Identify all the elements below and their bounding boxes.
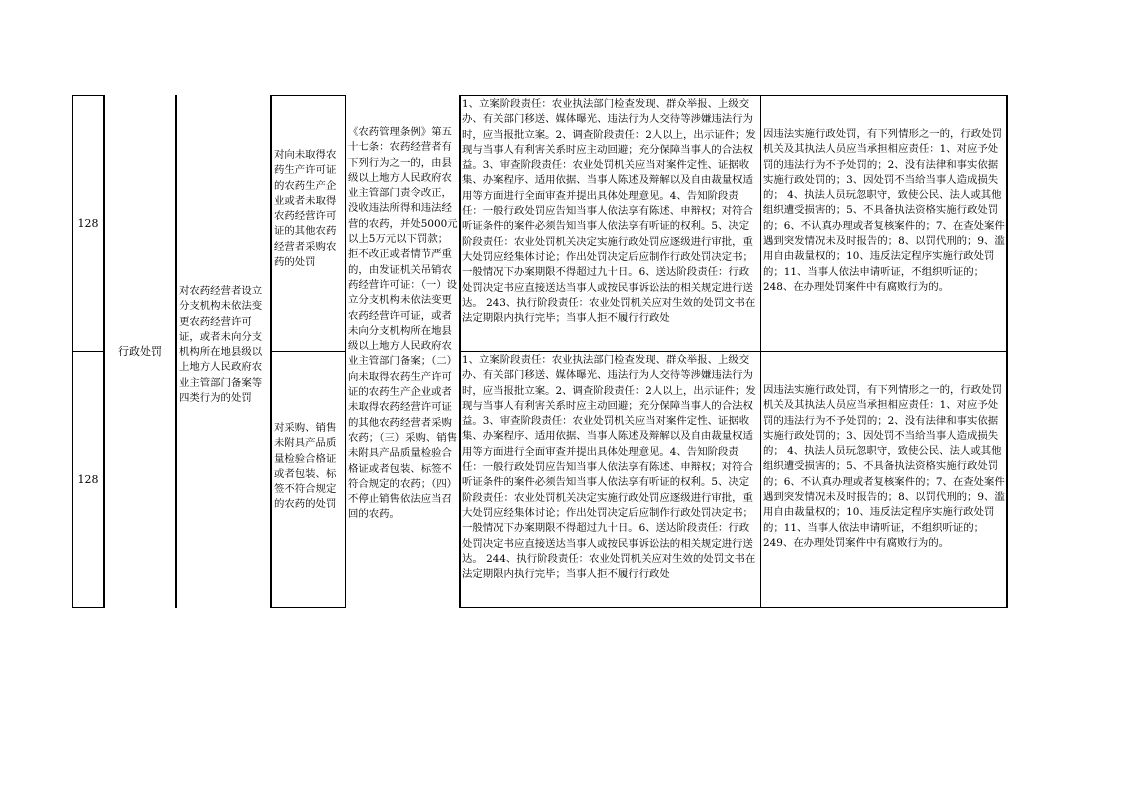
grid-line (270, 607, 346, 608)
grid-line (459, 351, 1008, 352)
grid-line (459, 607, 1008, 608)
grid-line (270, 351, 346, 352)
item-cell: 对采购、销售未附具产品质量检验合格证或者包装、标签不符合规定的农药的处罚 (274, 422, 337, 511)
basis-cell: 《农药管理条例》第五十七条：农药经营者有下列行为之一的，由县级以上地方人民政府农业主管部门责令改正，没收违法所得和违法经营的农药，并处5000元以上5万元以下罚款；拒不改正或者情节严重的，由发证机关吊销农药经营许可证：（一）设立分支机构未依法变更农药经营许可证，或者未向分支机构所在地县级以上地方人民政府农业主管部门备案；（二）向未取得农药生产许可证的农药生产企业或者未取得农药经营许可证的其他农药经营者采购农药；（三）采购、销售未附具产品质量检验合格证或者包装、标签不符合规定的农药；（四）不停止销售依法应当召回的农药。 (348, 126, 458, 521)
grid-line (175, 95, 177, 608)
procedure-cell: 1、立案阶段责任：农业执法部门检查发现、群众举报、上级交办、有关部门移送、媒体曝光、违法行为人交待等涉嫌违法行为时，应当报批立案。2、调查阶段责任：2人以上，出示证件；发现与当事人有利害关系时应主动回避；充分保障当事人的合法权益。3、审查阶段责任：农业处罚机关应当对案件定性、证据收集、办案程序、适用依据、当事人陈述及辩解以及自由裁量权适用等方面进行全面审查并提出具体处理意见。4、告知阶段责任：一般行政处罚应告知当事人依法享有陈述、申辩权；对符合听证条件的案件必须告知当事人依法享有听证的权利。5、决定阶段责任：农业处罚机关决定实施行政处罚应逐级进行审批，重大处罚应经集体讨论；作出处罚决定后应制作行政处罚决定书；一般情况下办案期限不得超过九十日。6、送达阶段责任：行政处罚决定书应直接送达当事人或按民事诉讼法的相关规定进行送达。 243、执行阶段责任：农业处罚机关应对生效的处罚文书在法定期限内执行完毕；当事人拒不履行行政处 (462, 98, 756, 325)
subject-cell: 对农药经营者设立分支机构未依法变更农药经营许可证，或者未向分支机构所在地县级以上地方人民政府农业主管部门备案等四类行为的处罚 (179, 285, 263, 405)
category-cell: 行政处罚 (118, 344, 162, 358)
procedure-cell: 1、立案阶段责任：农业执法部门检查发现、群众举报、上级交办、有关部门移送、媒体曝光、违法行为人交待等涉嫌违法行为时，应当报批立案。2、调查阶段责任：2人以上，出示证件；发现与当事人有利害关系时应主动回避；充分保障当事人的合法权益。3、审查阶段责任：农业处罚机关应当对案件定性、证据收集、办案程序、适用依据、当事人陈述及辩解以及自由裁量权适用等方面进行全面审查并提出具体处理意见。4、告知阶段责任：一般行政处罚应告知当事人依法享有陈述、申辩权；对符合听证条件的案件必须告知当事人依法享有听证的权利。5、决定阶段责任：农业处罚机关决定实施行政处罚应逐级进行审批，重大处罚应经集体讨论；作出处罚决定后应制作行政处罚决定书；一般情况下办案期限不得超过九十日。6、送达阶段责任：行政处罚决定书应直接送达当事人或按民事诉讼法的相关规定进行送达。 244、执行阶段责任：农业处罚机关应对生效的处罚文书在法定期限内执行完毕；当事人拒不履行行政处 (462, 354, 756, 581)
row-number: 128 (77, 473, 99, 486)
item-cell: 对向未取得农药生产许可证的农药生产企业或者未取得农药经营许可证的其他农药经营者采购农药的处罚 (274, 149, 337, 269)
row-number: 128 (77, 217, 99, 230)
accountability-cell: 因违法实施行政处罚，有下列情形之一的，行政处罚机关及其执法人员应当承担相应责任：1、对应予处罚的违法行为不予处罚的；2、没有法律和事实依据实施行政处罚的；3、因处罚不当给当事人造成损失的； 4、执法人员玩忽职守，致使公民、法人或其他组织遭受损害的；5、不具备执法资格实施行政处罚的；6、不认真办理或者复核案件的；7、在查处案件遇到突发情况未及时报告的；8、以罚代刑的；9、滥用自由裁量权的；10、违反法定程序实施行政处罚的；11、当事人依法申请听证，不组织听证的；248、在办理处罚案件中有腐败行为的。 (763, 128, 1005, 293)
grid-line (270, 95, 346, 96)
grid-line (72, 607, 105, 608)
grid-line (459, 95, 1008, 96)
accountability-cell: 因违法实施行政处罚，有下列情形之一的，行政处罚机关及其执法人员应当承担相应责任：1、对应予处罚的违法行为不予处罚的；2、没有法律和事实依据实施行政处罚的；3、因处罚不当给当事人造成损失的； 4、执法人员玩忽职守，致使公民、法人或其他组织遭受损害的；5、不具备执法资格实施行政处罚的；6、不认真办理或者复核案件的；7、在查处案件遇到突发情况未及时报告的；8、以罚代刑的；9、滥用自由裁量权的；10、违反法定程序实施行政处罚的；11、当事人依法申请听证，不组织听证的；249、在办理处罚案件中有腐败行为的。 (763, 384, 1005, 549)
